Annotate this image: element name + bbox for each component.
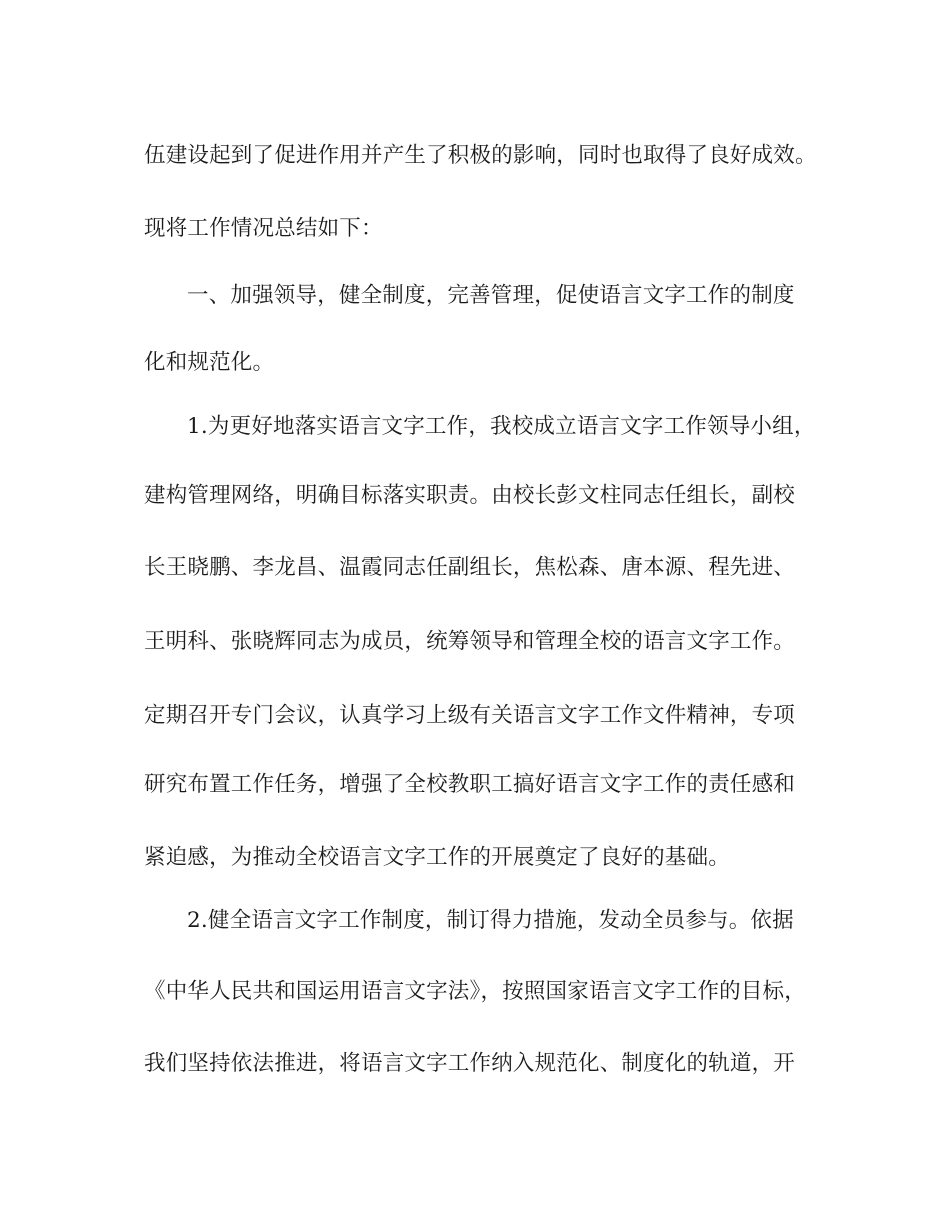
paragraph-line: 伍建设起到了促进作用并产生了积极的影响，同时也取得了良好成效。: [144, 143, 817, 168]
paragraph-line: 1.为更好地落实语言文字工作，我校成立语言文字工作领导小组，: [187, 414, 816, 439]
paragraph-line: 定期召开专门会议，认真学习上级有关语言文字工作文件精神，专项: [144, 703, 796, 728]
paragraph-line: 2.健全语言文字工作制度，制订得力措施，发动全员参与。依据: [187, 908, 794, 933]
section-heading-line: 化和规范化。: [144, 350, 275, 375]
paragraph-line: 现将工作情况总结如下：: [144, 216, 383, 241]
section-heading-line: 一、加强领导，健全制度，完善管理，促使语言文字工作的制度: [187, 283, 795, 308]
paragraph-line: 我们坚持依法推进，将语言文字工作纳入规范化、制度化的轨道，开: [144, 1051, 796, 1076]
paragraph-line: 研究布置工作任务，增强了全校教职工搞好语言文字工作的责任感和: [144, 772, 796, 797]
paragraph-line: 《中华人民共和国运用语言文字法》，按照国家语言文字工作的目标，: [144, 979, 806, 1004]
paragraph-line: 紧迫感，为推动全校语言文字工作的开展奠定了良好的基础。: [144, 845, 730, 870]
paragraph-line: 王明科、张晓辉同志为成员，统筹领导和管理全校的语言文字工作。: [144, 629, 796, 654]
paragraph-line: 长王晓鹏、李龙昌、温霞同志任副组长，焦松森、唐本源、程先进、: [144, 555, 796, 580]
paragraph-line: 建构管理网络，明确目标落实职责。由校长彭文柱同志任组长，副校: [144, 483, 796, 508]
